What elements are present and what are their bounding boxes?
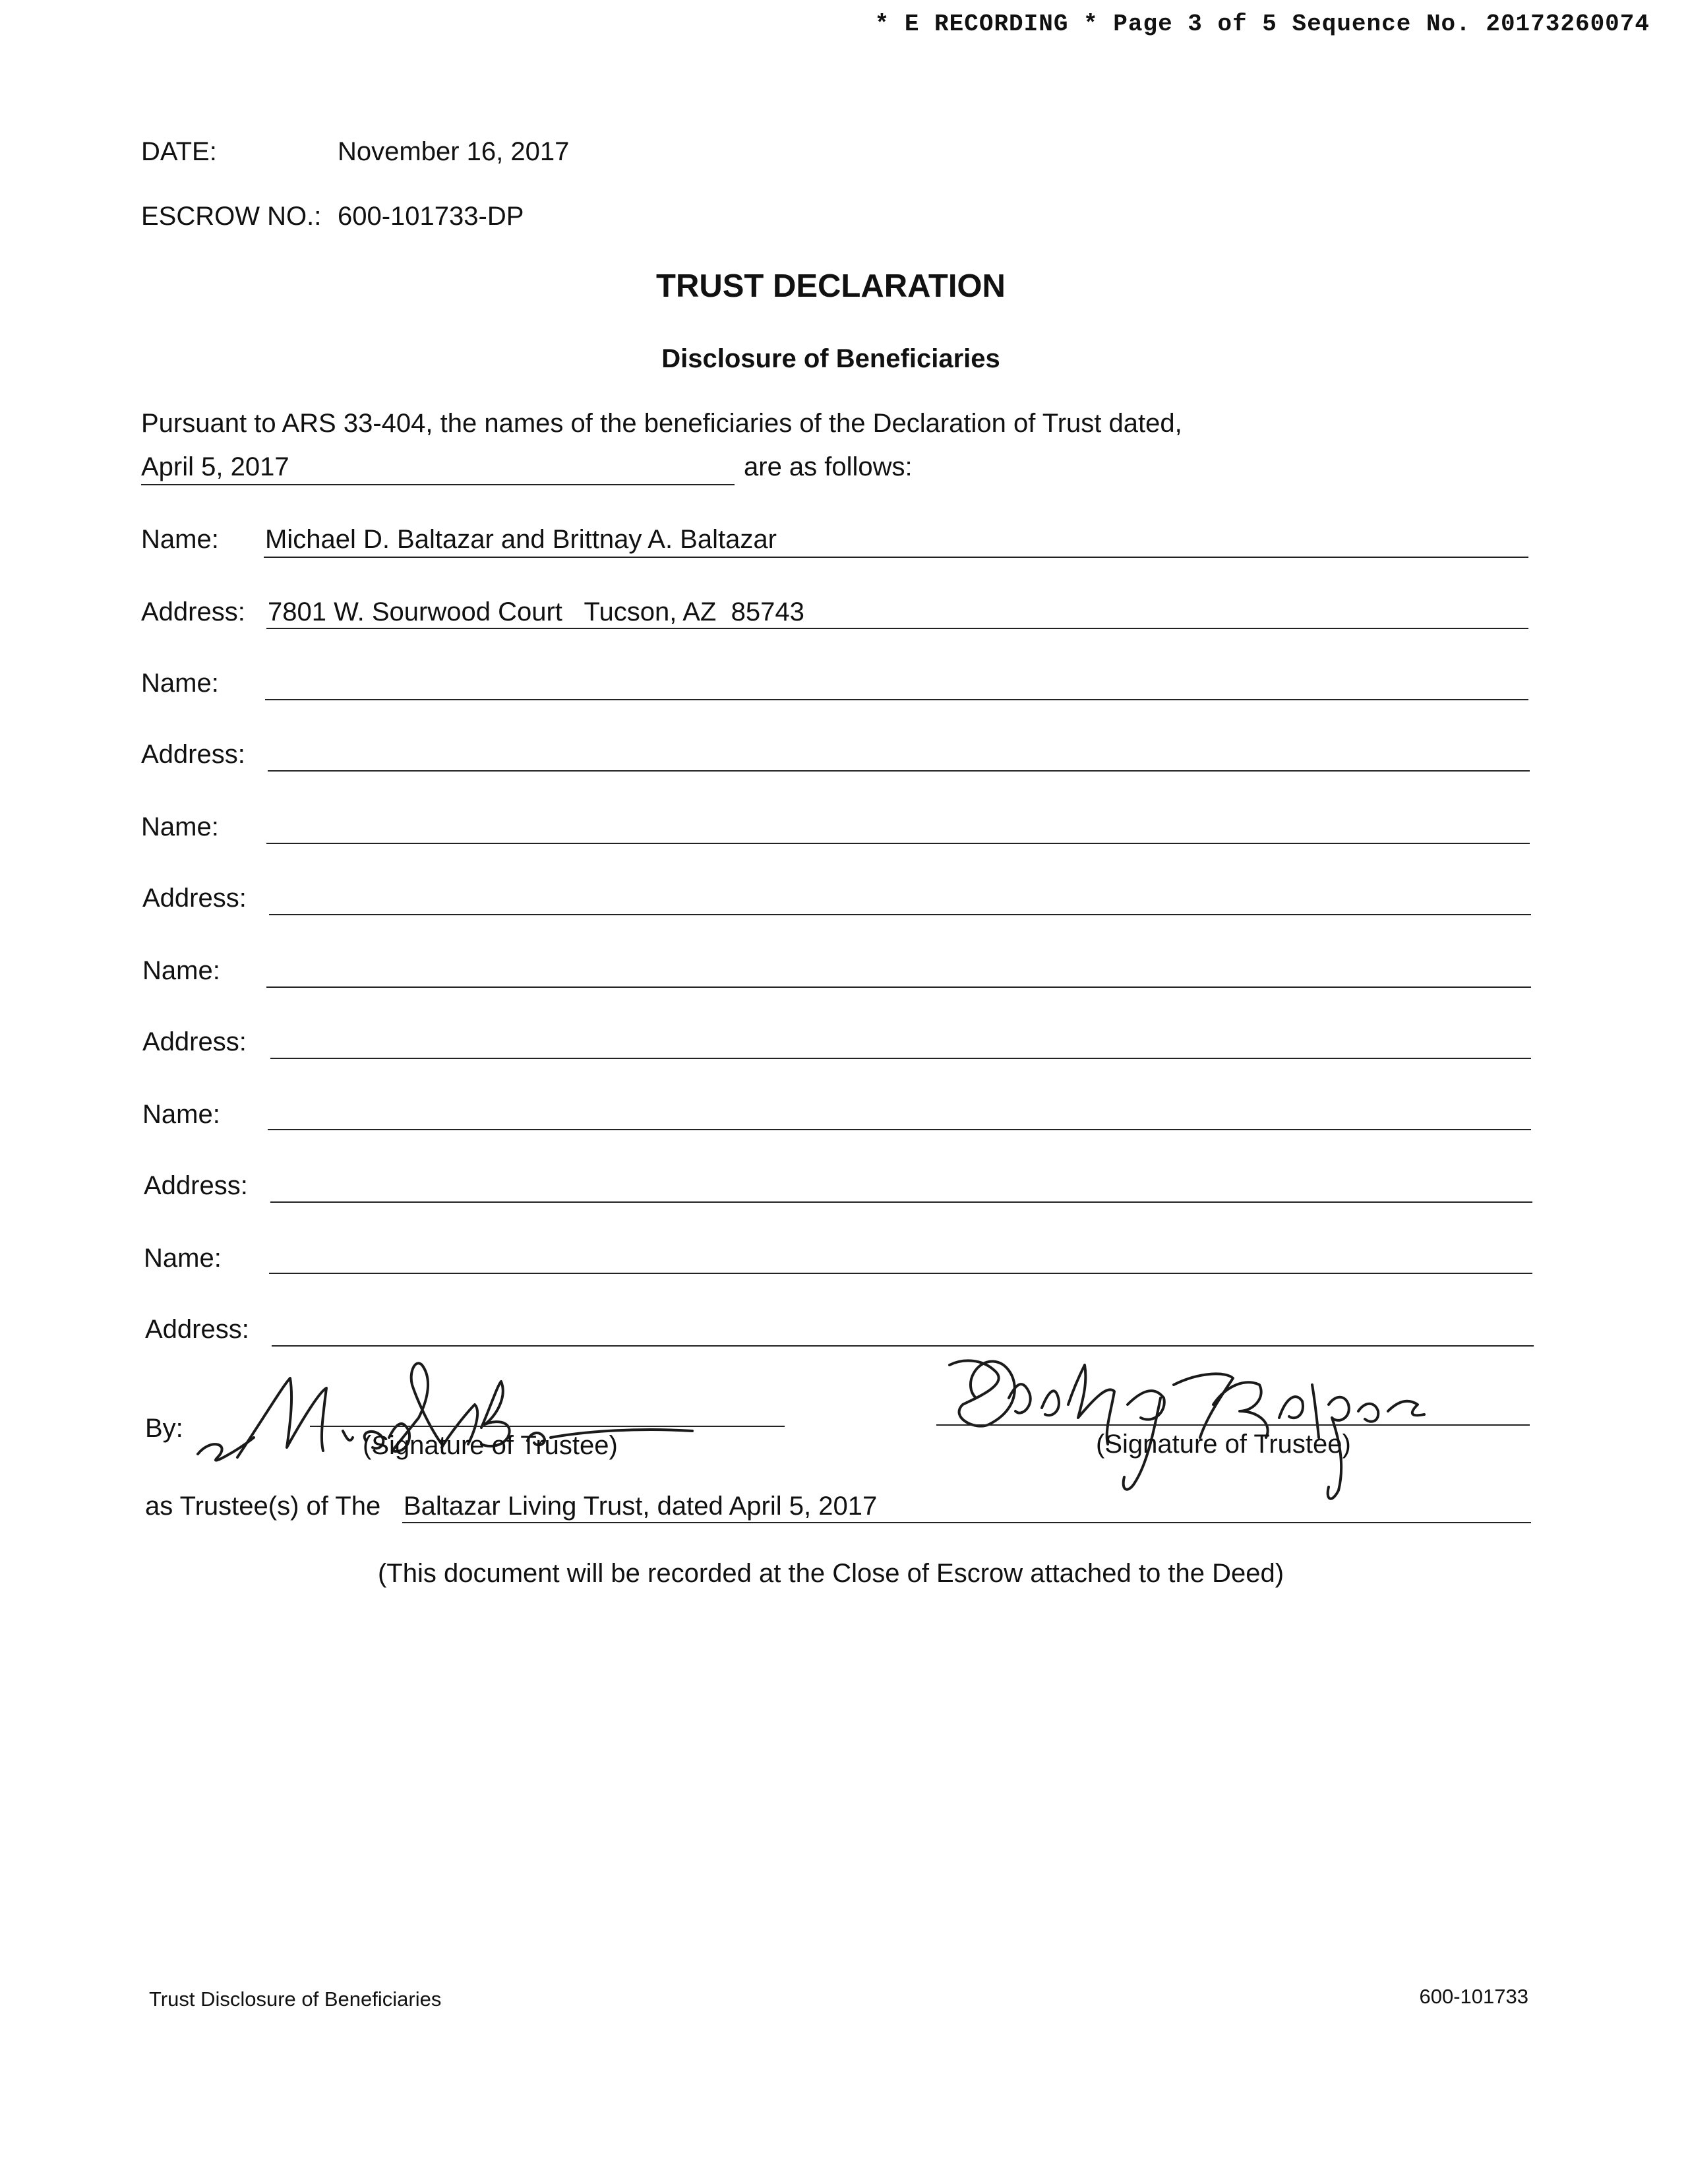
address-label: Address: [145, 1315, 249, 1344]
recording-header: * E RECORDING * Page 3 of 5 Sequence No. 20173260074 [874, 11, 1650, 38]
trust-name-underline [402, 1522, 1531, 1523]
address-label: Address: [142, 1027, 247, 1056]
name-label: Name: [144, 1244, 222, 1273]
address-underline [270, 1058, 1531, 1059]
intro-text: Pursuant to ARS 33-404, the names of the beneficiaries of the Declaration of Trust dated, [141, 409, 1182, 438]
trust-date-underline [141, 484, 735, 485]
name-label: Name: [141, 669, 219, 698]
address-label: Address: [141, 597, 245, 626]
signature-caption-right: (Signature of Trustee) [1096, 1430, 1351, 1459]
date-value: November 16, 2017 [338, 137, 570, 166]
footer-title: Trust Disclosure of Beneficiaries [149, 1987, 442, 2011]
name-underline [264, 557, 1528, 558]
signature-line-right [936, 1424, 1530, 1426]
name-label: Name: [141, 812, 219, 841]
address-underline [270, 1201, 1532, 1203]
page-title: TRUST DECLARATION [656, 268, 1006, 304]
address-underline [266, 628, 1528, 629]
escrow-value: 600-101733-DP [338, 202, 524, 231]
intro-suffix: are as follows: [744, 452, 913, 481]
beneficiary-name: Michael D. Baltazar and Brittnay A. Baltazar [265, 525, 777, 554]
recording-note: (This document will be recorded at the Close of Escrow attached to the Deed) [377, 1559, 1284, 1588]
address-underline [268, 770, 1530, 772]
name-label: Name: [142, 1100, 220, 1129]
page-subtitle: Disclosure of Beneficiaries [661, 344, 1000, 373]
date-label: DATE: [141, 137, 217, 166]
name-underline [265, 699, 1528, 700]
name-underline [266, 843, 1530, 844]
name-underline [266, 986, 1531, 988]
trust-date: April 5, 2017 [141, 452, 289, 481]
beneficiary-address: 7801 W. Sourwood Court Tucson, AZ 85743 [268, 597, 804, 626]
name-label: Name: [142, 956, 220, 985]
signature-line-left [310, 1426, 785, 1427]
trust-name: Baltazar Living Trust, dated April 5, 2017 [404, 1492, 878, 1521]
signature-caption-left: (Signature of Trustee) [363, 1431, 618, 1460]
name-underline [268, 1129, 1531, 1130]
by-label: By: [145, 1414, 183, 1443]
footer-file-number: 600-101733 [1419, 1985, 1528, 2008]
address-label: Address: [141, 740, 245, 769]
name-label: Name: [141, 525, 219, 554]
address-label: Address: [144, 1171, 248, 1200]
name-underline [269, 1273, 1532, 1274]
trustee-prefix: as Trustee(s) of The [145, 1492, 381, 1521]
escrow-label: ESCROW NO.: [141, 202, 322, 231]
address-underline [269, 914, 1531, 915]
address-label: Address: [142, 884, 247, 913]
